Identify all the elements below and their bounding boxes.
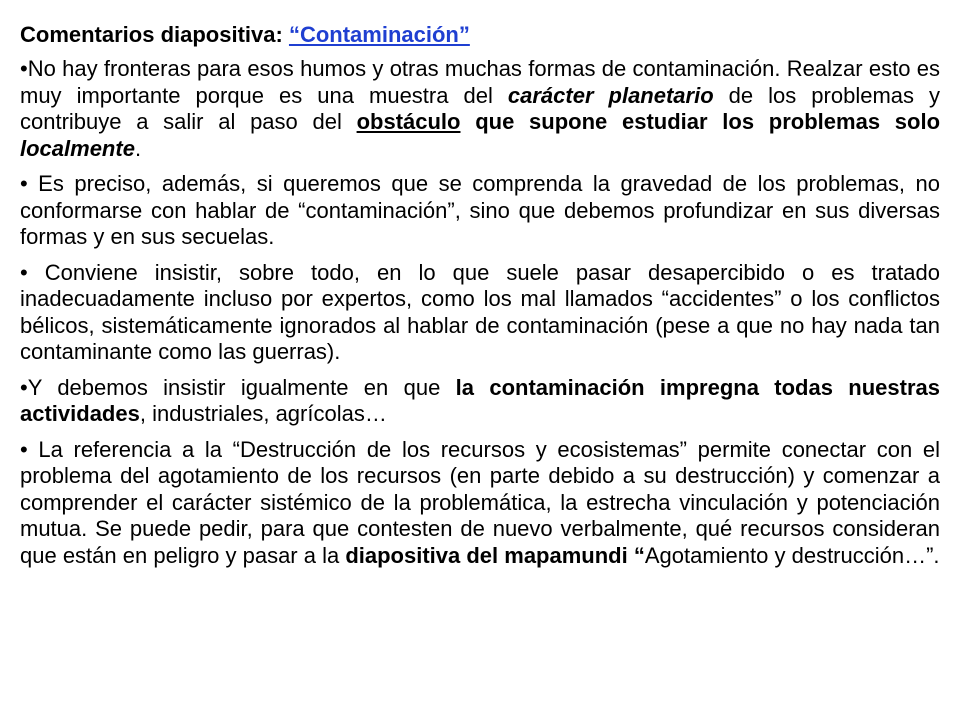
text-segment: • La referencia a la “Destrucción de los recursos y ecosistemas” permite conectar con el problema del agotamiento de los recursos (en parte debido a su destrucción) y comenzar a comprender el carácter sistémico de la problemática, la estrecha vinculación y potenciación mutua. Se puede pedir, para que contesten de nuevo verbalmente, qué recursos consideran que están en peligro y pasar a la bbox=[20, 436, 940, 568]
bullet-paragraph bbox=[20, 375, 940, 428]
text-segment: Agotamiento y destrucción…”. bbox=[644, 542, 940, 568]
text-segment: obstáculo bbox=[356, 109, 461, 134]
text-segment: • Conviene insistir, sobre todo, en lo que suele pasar desapercibido o es tratado inadecuadamente incluso por expertos, como los mal llamados “accidentes” o los conflictos bélicos, sistemáticamente ignorados al hablar de contaminación (pese a que no hay nada tan contaminante como las guerras). bbox=[20, 259, 940, 364]
page-title bbox=[20, 20, 940, 50]
bullet-paragraph bbox=[20, 171, 940, 251]
text-segment: la contaminación impregna todas nuestras actividades bbox=[20, 374, 941, 426]
text-segment: carácter planetario bbox=[507, 82, 714, 108]
title-link[interactable]: “Contaminación” bbox=[288, 22, 470, 47]
text-segment: •No hay fronteras para esos humos y otras muchas formas de contaminación. Realzar esto es muy importante porque es una muestra del bbox=[20, 56, 940, 108]
text-segment: localmente bbox=[20, 135, 135, 161]
text-segment: diapositiva del mapamundi “ bbox=[345, 542, 645, 568]
bullet-list bbox=[20, 56, 940, 569]
bullet-paragraph bbox=[20, 260, 940, 366]
text-segment: , industriales, agrícolas… bbox=[139, 401, 387, 426]
text-segment bbox=[460, 109, 475, 134]
slide-notes bbox=[20, 20, 940, 578]
text-segment: •Y debemos insistir igualmente en que bbox=[20, 374, 456, 400]
text-segment: que supone estudiar los problemas solo bbox=[475, 109, 941, 134]
text-segment: • Es preciso, además, si queremos que se comprenda la gravedad de los problemas, no conformarse con hablar de “contaminación”, sino que debemos profundizar en sus diversas formas y en sus secuelas. bbox=[20, 171, 940, 249]
bullet-paragraph bbox=[20, 437, 940, 570]
bullet-paragraph bbox=[20, 56, 940, 162]
title-prefix: Comentarios diapositiva: bbox=[20, 22, 289, 47]
text-segment: de los problemas y contribuye a salir al paso del bbox=[20, 82, 941, 134]
text-segment: . bbox=[134, 135, 142, 161]
